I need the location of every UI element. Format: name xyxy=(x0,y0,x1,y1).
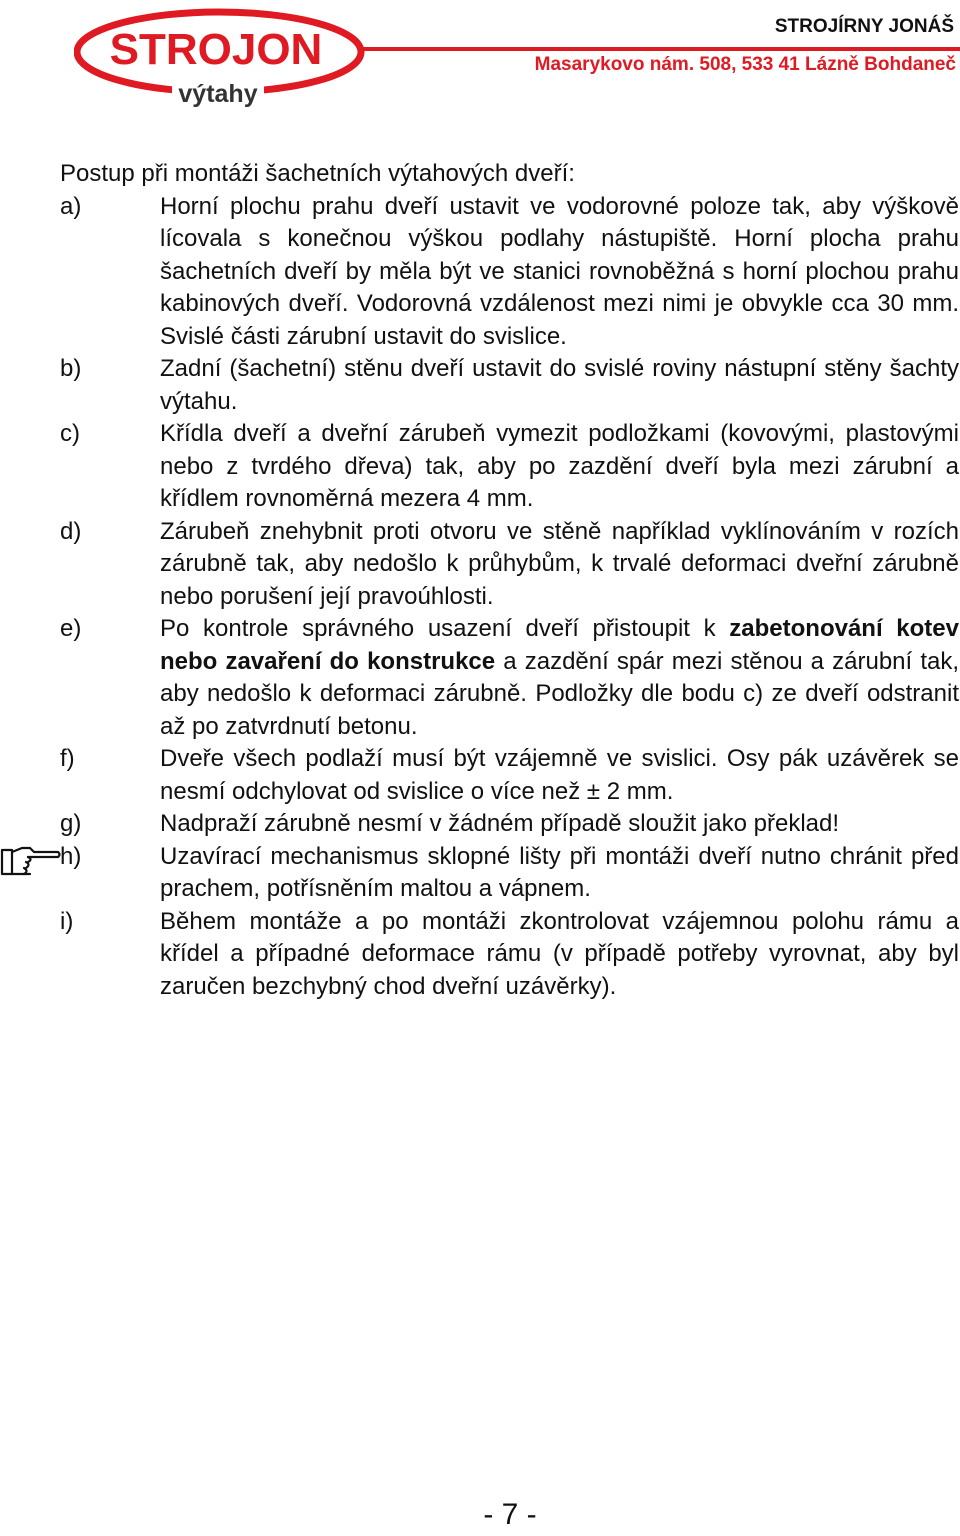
list-marker: g) xyxy=(60,810,82,837)
company-name: STROJÍRNY JONÁŠ xyxy=(774,16,954,37)
company-address: Masarykovo nám. 508, 533 41 Lázně Bohdaneč xyxy=(534,54,956,75)
document-body xyxy=(60,158,959,1003)
list-marker: f) xyxy=(60,745,75,772)
list-text: Nadpraží zárubně nesmí v žádném případě sloužit jako překlad! xyxy=(160,810,840,837)
list-text: Zadní (šachetní) stěnu dveří ustavit do svislé roviny nástupní stěny šachty výtahu. xyxy=(160,355,959,415)
page-header xyxy=(0,0,960,130)
list-text: Uzavírací mechanismus sklopné lišty při montáži dveří nutno chránit před prachem, potřísněním maltou a vápnem. xyxy=(160,842,959,902)
list-item xyxy=(60,906,959,1004)
list-item xyxy=(60,613,959,743)
list-item xyxy=(60,353,959,418)
list-text: Zárubeň znehybnit proti otvoru ve stěně například vyklínováním v rozích zárubně tak, aby nedošlo k průhybům, k trvalé deformaci dveřní zárubně nebo porušení její pravoúhlosti. xyxy=(160,517,959,610)
list-item xyxy=(60,808,959,841)
page-number: - 7 - xyxy=(483,1498,537,1531)
list-marker: a) xyxy=(60,192,82,220)
list-item xyxy=(60,516,959,614)
header-divider xyxy=(360,47,960,51)
list-text-bold: zabetonování kotev nebo zavaření do konstrukce xyxy=(160,615,959,675)
list-marker: b) xyxy=(60,355,82,382)
list-marker: d) xyxy=(60,517,82,545)
list-text-part: a zazdění spár mezi stěnou a zárubní tak, aby nedošlo k deformaci zárubně. Podložky dle bodu c) ze dveří odstranit až po zatvrdnutí betonu. xyxy=(160,647,959,740)
list-item xyxy=(60,418,959,516)
list-marker: h) xyxy=(60,842,82,870)
list-text-part: Po kontrole správného usazení dveří přistoupit k xyxy=(160,615,730,642)
list-item xyxy=(60,743,959,808)
logo-sub-text: výtahy xyxy=(178,80,258,108)
section-heading: Postup při montáži šachetních výtahových dveří: xyxy=(60,160,575,187)
list-text: Horní plochu prahu dveří ustavit ve vodorovné poloze tak, aby výškově lícovala s konečnou výškou podlahy nástupiště. Horní plocha prahu šachetních dveří by měla být ve stanici rovnoběžná s horní plochou prahu kabinových dveří. Vodorovná vzdálenost mezi nimi je obvykle cca 30 mm. Svislé části zárubní ustavit do svislice. xyxy=(160,192,959,350)
logo-main-text: STROJON xyxy=(109,25,323,74)
list-marker: c) xyxy=(60,420,80,447)
list-item xyxy=(60,191,959,354)
pointing-hand-icon xyxy=(0,842,62,880)
list-text xyxy=(160,613,959,743)
list-text: Během montáže a po montáži zkontrolovat vzájemnou polohu rámu a křídel a případné deformace rámu (v případě potřeby vyrovnat, aby byl zaručen bezchybný chod dveřní uzávěrky). xyxy=(160,907,959,1000)
list-item xyxy=(60,841,959,906)
list-marker: i) xyxy=(60,907,74,935)
list-marker: e) xyxy=(60,615,82,642)
list-text: Dveře všech podlaží musí být vzájemně ve svislici. Osy pák uzávěrek se nesmí odchylovat od svislice o více než ± 2 mm. xyxy=(160,745,959,805)
list-text: Křídla dveří a dveřní zárubeň vymezit podložkami (kovovými, plastovými nebo z tvrdého dřeva) tak, aby po zazdění dveří byla mezi zárubní a křídlem rovnoměrná mezera 4 mm. xyxy=(160,420,959,512)
strojon-logo xyxy=(74,6,374,110)
